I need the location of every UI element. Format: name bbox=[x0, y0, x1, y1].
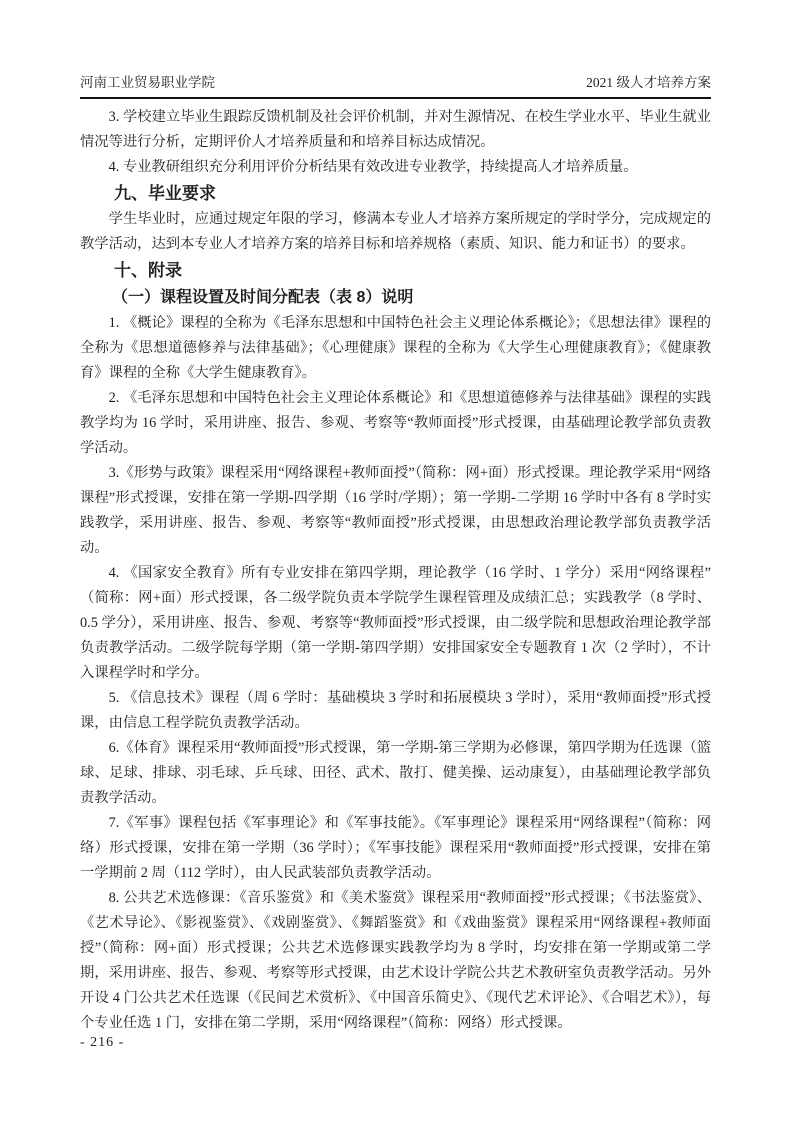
page-footer bbox=[80, 1034, 124, 1052]
header-plan-name: 2021 级人才培养方案 bbox=[586, 75, 711, 90]
heading-appendix: 十、附录 bbox=[114, 261, 182, 280]
note-item-1: 1. 《概论》课程的全称为《毛泽东思想和中国特色社会主义理论体系概论》；《思想法律》课程的全称为《思想道德修养与法律基础》；《心理健康》课程的全称为《大学生心理健康教育》；《健康教育》课程的全称《大学生健康教育》。 bbox=[80, 315, 711, 381]
note-item-2: 2. 《毛泽东思想和中国特色社会主义理论体系概论》和《思想道德修养与法律基础》课程的实践教学均为 16 学时，采用讲座、报告、参观、考察等“教师面授”形式授课，由基础理论教学部负责教学活动。 bbox=[80, 390, 711, 456]
page-number: - 216 - bbox=[80, 1035, 125, 1050]
note-item-5: 5. 《信息技术》课程（周 6 学时：基础模块 3 学时和拓展模块 3 学时），采用“教师面授”形式授课，由信息工程学院负责教学活动。 bbox=[80, 690, 711, 731]
note-item-4: 4. 《国家安全教育》所有专业安排在第四学期，理论教学（16 学时、1 学分）采用“网络课程”（简称：网+面）形式授课，各二级学院负责本学院学生课程管理及成绩汇总；实践教学（8 学时、0.5 学分），采用讲座、报告、参观、考察等“教师面授”形式授课，由二级学院和思想政治理论教学部负责教学活动。二级学院每学期（第一学期-第四学期）安排国家安全专题教育 1 次（2 学时），不计入课程学时和学分。 bbox=[80, 565, 711, 681]
note-item-6: 6.《体育》课程采用“教师面授”形式授课，第一学期-第三学期为必修课，第四学期为任选课（篮球、足球、排球、羽毛球、乒乓球、田径、武术、散打、健美操、运动康复），由基础理论教学部负责教学活动。 bbox=[80, 740, 711, 806]
heading-course-table-note: （一）课程设置及时间分配表（表 8）说明 bbox=[112, 289, 414, 306]
document-body bbox=[80, 105, 711, 1036]
paragraph-graduation-text: 学生毕业时，应通过规定年限的学习，修满本专业人才培养方案所规定的学时学分，完成规定的教学活动，达到本专业人才培养方案的培养目标和培养规格（素质、知识、能力和证书）的要求。 bbox=[80, 211, 711, 252]
note-item-3: 3.《形势与政策》课程采用“网络课程+教师面授”（简称：网+面）形式授课。理论教学采用“网络课程”形式授课，安排在第一学期-四学期（16 学时/学期）；第一学期-二学期 16 学时中各有 8 学时实践教学，采用讲座、报告、参观、考察等“教师面授”形式授课，由思想政治理论教学部负责教学活动。 bbox=[80, 465, 711, 556]
note-item-8: 8. 公共艺术选修课：《音乐鉴赏》和《美术鉴赏》课程采用“教师面授”形式授课；《书法鉴赏》、《艺术导论》、《影视鉴赏》、《戏剧鉴赏》、《舞蹈鉴赏》和《戏曲鉴赏》课程采用“网络课程+教师面授”（简称：网+面）形式授课；公共艺术选修课实践教学均为 8 学时，均安排在第一学期或第二学期，采用讲座、报告、参观、考察等形式授课，由艺术设计学院公共艺术教研室负责教学活动。另外开设 4 门公共艺术任选课（《民间艺术赏析》、《中国音乐简史》、《现代艺术评论》、《合唱艺术》），每个专业任选 1 门，安排在第二学期，采用“网络课程”（简称：网络）形式授课。 bbox=[80, 890, 711, 1031]
page-header bbox=[80, 74, 711, 99]
note-item-7: 7.《军事》课程包括《军事理论》和《军事技能》。《军事理论》课程采用“网络课程”（简称：网络）形式授课，安排在第一学期（36 学时）；《军事技能》课程采用“教师面授”形式授课，安排在第一学期前 2 周（112 学时），由人民武装部负责教学活动。 bbox=[80, 815, 711, 881]
paragraph-eval-item-4: 4. 专业教研组织充分利用评价分析结果有效改进专业教学，持续提高人才培养质量。 bbox=[108, 159, 638, 175]
heading-graduation-requirements: 九、毕业要求 bbox=[114, 184, 216, 203]
paragraph-eval-item-3: 3. 学校建立毕业生跟踪反馈机制及社会评价机制，并对生源情况、在校生学业水平、毕业生就业情况等进行分析，定期评价人才培养质量和和培养目标达成情况。 bbox=[80, 109, 711, 150]
header-school-name: 河南工业贸易职业学院 bbox=[80, 75, 215, 90]
